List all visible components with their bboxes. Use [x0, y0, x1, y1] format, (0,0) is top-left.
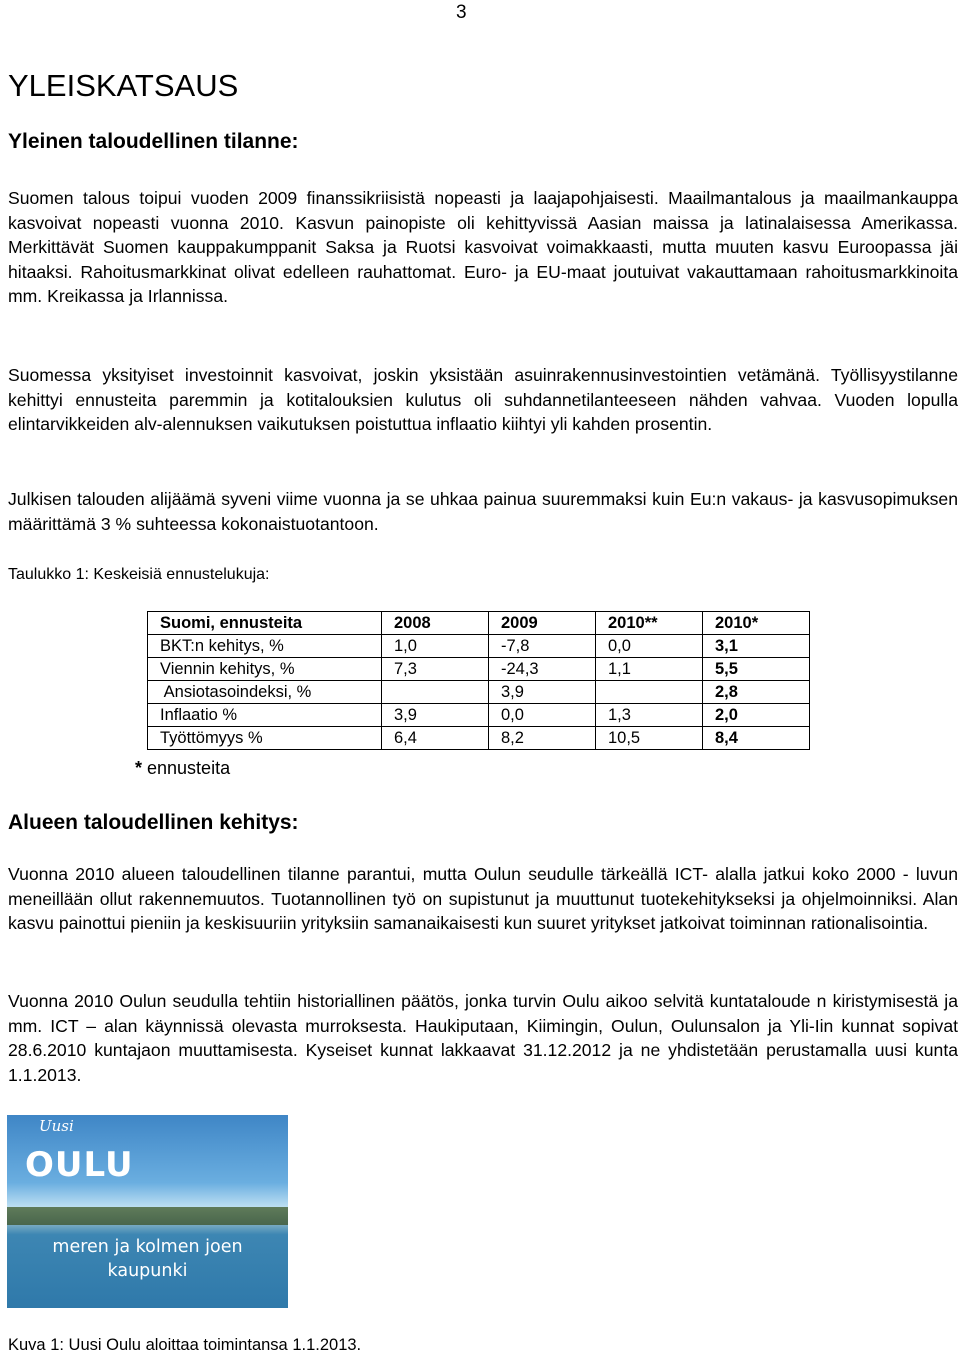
logo-text: OULU: [25, 1145, 134, 1185]
paragraph-economy: Suomen talous toipui vuoden 2009 finanssikriisistä nopeasti ja laajapohjaisesti. Maailmantalous ja maailmankauppa kasvoivat nopeasti vuonna 2010. Kasvun painopiste oli kehittyvissä Aasian maissa ja latinalaisessa Amerikassa. Merkittävät Suomen kauppakumppanit Saksa ja Ruotsi kasvoivat voimakkaasti, mutta muuten kasvu Euroopassa jäi hitaaksi. Rahoitusmarkkinat olivat edelleen rauhattomat. Euro- ja EU-maat joutuivat vakauttamaan rahoitusmarkkinoita mm. Kreikassa ja Irlannissa.: [8, 188, 958, 306]
table-cell: 8,2: [489, 727, 596, 750]
table-cell: 0,0: [596, 635, 703, 658]
footnote-mark: *: [135, 758, 143, 778]
table-cell: Työttömyys %: [148, 727, 382, 750]
table-cell: 7,3: [382, 658, 489, 681]
table-cell: [382, 681, 489, 704]
table-caption: Taulukko 1: Keskeisiä ennustelukuja:: [8, 566, 270, 583]
table-header-cell: 2010**: [596, 612, 703, 635]
table-cell: 0,0: [489, 704, 596, 727]
table-cell: 1,3: [596, 704, 703, 727]
table-cell: -7,8: [489, 635, 596, 658]
table-row: [148, 727, 810, 750]
table-row: [148, 658, 810, 681]
table-cell: 5,5: [703, 658, 810, 681]
table-cell: 10,5: [596, 727, 703, 750]
table-cell: 1,0: [382, 635, 489, 658]
paragraph-regional-ict: Vuonna 2010 alueen taloudellinen tilanne parantui, mutta Oulun seudulle tärkeällä ICT- alalla jatkui koko 2000 - luvun meneillään ollut rakennemuutos. Tuotannollinen työ on supistunut ja muuttunut tuotekehitykseksi ja ohjelmoinniksi. Alan kasvu painottui pieniin ja keskisuuriin yrityksiin samanaikaisesti kun suuret yritykset jatkoivat toiminnan rationalisointia.: [8, 864, 958, 933]
shoreline-shape: [7, 1207, 288, 1225]
table-cell: 3,9: [382, 704, 489, 727]
table-cell: 1,1: [596, 658, 703, 681]
forecast-table: [147, 611, 810, 750]
figure-caption: Kuva 1: Uusi Oulu aloittaa toimintansa 1.1.2013.: [8, 1336, 362, 1354]
tagline-line-1: meren ja kolmen joen: [52, 1237, 243, 1257]
logo-small-text: Uusi: [39, 1117, 74, 1135]
table-cell: Viennin kehitys, %: [148, 658, 382, 681]
table-header-cell: 2009: [489, 612, 596, 635]
paragraph-public-deficit: Julkisen talouden alijäämä syveni viime vuonna ja se uhkaa painua suuremmaksi kuin Eu:n vakaus- ja kasvusopimuksen määrittämä 3 % suhteessa kokonaistuotantoon.: [8, 489, 958, 534]
table-header-cell: 2010*: [703, 612, 810, 635]
table-cell: 2,8: [703, 681, 810, 704]
table-cell: Ansiotasoindeksi, %: [148, 681, 382, 704]
table-cell: 3,9: [489, 681, 596, 704]
footnote-text: ennusteita: [142, 758, 231, 778]
page-number: 3: [456, 2, 467, 23]
table-cell: [596, 681, 703, 704]
table-row: [148, 704, 810, 727]
page-title: YLEISKATSAUS: [8, 68, 239, 103]
table-cell: 8,4: [703, 727, 810, 750]
paragraph-investments: Suomessa yksityiset investoinnit kasvoivat, joskin yksistään asuinrakennusinvestointien vetämänä. Työllisyystilanne kehittyi ennusteita paremmin ja kotitalouksien kulutus oli suhdannetilanteeseen nähden vahvaa. Vuoden lopulla elintarvikkeiden alv-alennuksen vaikutuksen poistuttua inflaatio kiihtyi yli kahden prosentin.: [8, 365, 958, 434]
table-cell: 3,1: [703, 635, 810, 658]
uusi-oulu-image: [7, 1115, 288, 1308]
tagline-line-2: kaupunki: [107, 1261, 188, 1281]
table-header-cell: Suomi, ennusteita: [148, 612, 382, 635]
table-header-cell: 2008: [382, 612, 489, 635]
table-cell: Inflaatio %: [148, 704, 382, 727]
table-footnote: [135, 758, 230, 779]
paragraph-municipal-merger: Vuonna 2010 Oulun seudulla tehtiin historiallinen päätös, jonka turvin Oulu aikoo selvitä kuntataloude n kiristymisestä ja mm. ICT – alan käynnissä olevasta murroksesta. Haukiputaan, Kiimingin, Oulun, Oulunsalon ja Yli-Iin kunnat sopivat 28.6.2010 kuntajaon muuttamisesta. Kyseiset kunnat lakkaavat 31.12.2012 ja ne yhdistetään perustamalla uusi kunta 1.1.2013.: [8, 991, 958, 1085]
table-cell: BKT:n kehitys, %: [148, 635, 382, 658]
table-cell: -24,3: [489, 658, 596, 681]
section-heading-general: Yleinen taloudellinen tilanne:: [8, 130, 299, 153]
section-heading-regional: Alueen taloudellinen kehitys:: [8, 811, 299, 834]
table-row: [148, 635, 810, 658]
table-cell: 6,4: [382, 727, 489, 750]
table-cell: 2,0: [703, 704, 810, 727]
table-header-row: [148, 612, 810, 635]
table-row: [148, 681, 810, 704]
